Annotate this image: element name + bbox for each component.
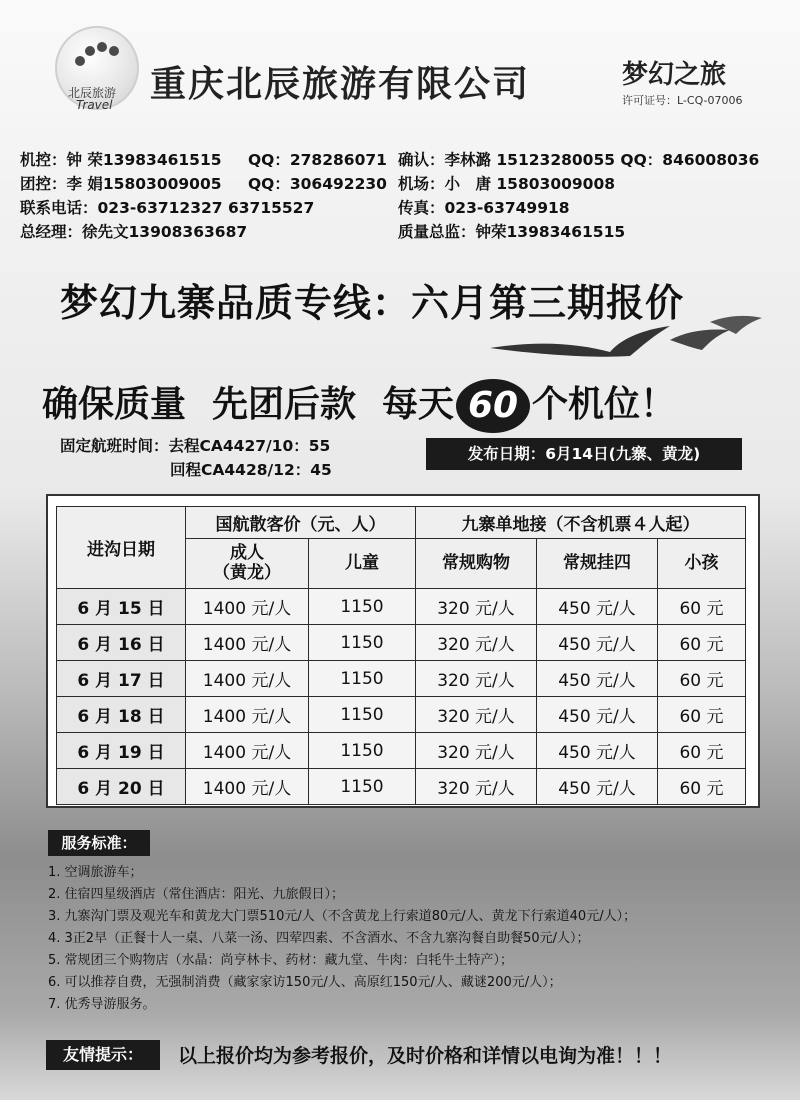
cell-adult: 1400 元/人 <box>186 625 309 661</box>
table-row <box>57 697 746 733</box>
contact-info <box>20 148 790 244</box>
cell-date: 6 月 19 日 <box>57 733 186 769</box>
cell-adult: 1400 元/人 <box>186 769 309 805</box>
cell-child: 1150 <box>309 733 416 769</box>
list-item: 1. 空调旅游车； <box>48 865 143 880</box>
cell-kid: 60 元 <box>658 625 746 661</box>
subtitle-payment: 先团后款 <box>212 384 357 425</box>
table-row <box>57 769 746 805</box>
contact-left: 团控：李 娟15803009005 <box>20 175 222 193</box>
cell-shop: 320 元/人 <box>416 769 537 805</box>
header-child: 儿童 <box>309 539 416 589</box>
cell-kid: 60 元 <box>658 769 746 805</box>
flight-times <box>60 434 332 479</box>
service-standards-label: 服务标准： <box>48 830 150 856</box>
slogan: 梦幻之旅 <box>622 60 727 90</box>
flight-outbound: 固定航班时间：去程CA4427/10：55 <box>60 437 331 455</box>
cell-four: 450 元/人 <box>537 625 658 661</box>
contact-right: 机场：小 唐 15803009008 <box>398 175 616 193</box>
contact-left: 机控：钟 荣13983461515 <box>20 151 222 169</box>
logo-dots-icon <box>75 40 119 70</box>
list-item: 4. 3正2早（正餐十人一桌、八菜一汤、四荤四素、不含酒水、不含九寨沟餐自助餐50元/人）； <box>48 931 590 946</box>
table-row <box>57 733 746 769</box>
cell-child: 1150 <box>309 697 416 733</box>
cell-adult: 1400 元/人 <box>186 733 309 769</box>
table-row <box>57 661 746 697</box>
seat-count-badge: 60 <box>456 379 530 433</box>
header-regular-four: 常规挂四 <box>537 539 658 589</box>
header-adult <box>186 539 309 589</box>
flight-return: 回程CA4428/12：45 <box>170 461 332 479</box>
cell-shop: 320 元/人 <box>416 625 537 661</box>
cell-child: 1150 <box>309 769 416 805</box>
cell-date: 6 月 20 日 <box>57 769 186 805</box>
cell-adult: 1400 元/人 <box>186 589 309 625</box>
contact-left: 联系电话：023-63712327 63715527 <box>20 199 315 217</box>
contact-row <box>20 196 790 220</box>
header-regular-shop: 常规购物 <box>416 539 537 589</box>
flying-birds-icon <box>470 300 770 370</box>
cell-kid: 60 元 <box>658 661 746 697</box>
cell-child: 1150 <box>309 625 416 661</box>
cell-shop: 320 元/人 <box>416 661 537 697</box>
license-number: 许可证号：L-CQ-07006 <box>622 94 743 107</box>
list-item: 7. 优秀导游服务。 <box>48 997 156 1012</box>
list-item: 3. 九寨沟门票及观光车和黄龙大门票510元/人（不含黄龙上行索道80元/人、黄龙下行索道40元/人）； <box>48 909 637 924</box>
cell-four: 450 元/人 <box>537 733 658 769</box>
contact-mid: QQ：278286071 <box>248 151 387 169</box>
header-adult-line1: 成人 <box>230 542 264 563</box>
friendly-tip-label: 友情提示： <box>46 1040 160 1070</box>
contact-mid: QQ：306492230 <box>248 175 387 193</box>
contact-right: 传真：023-63749918 <box>398 199 570 217</box>
cell-shop: 320 元/人 <box>416 697 537 733</box>
cell-kid: 60 元 <box>658 697 746 733</box>
subtitle-seats: 个机位！ <box>532 384 677 425</box>
cell-kid: 60 元 <box>658 589 746 625</box>
contact-row <box>20 220 790 244</box>
cell-four: 450 元/人 <box>537 589 658 625</box>
cell-four: 450 元/人 <box>537 769 658 805</box>
contact-right: 质量总监：钟荣13983461515 <box>398 223 626 241</box>
cell-shop: 320 元/人 <box>416 733 537 769</box>
contact-right: 确认：李林潞 15123280055 QQ：846008036 <box>398 151 760 169</box>
header-kid: 小孩 <box>658 539 746 589</box>
subtitle-quality: 确保质量 <box>42 384 187 425</box>
contact-row <box>20 148 790 172</box>
subtitle-daily: 每天 <box>382 384 455 425</box>
header-local-group: 九寨单地接（不含机票４人起） <box>416 507 746 539</box>
list-item: 5. 常规团三个购物店（水晶：尚亨林卡、药材：藏九堂、牛肉：白牦牛土特产）； <box>48 953 514 968</box>
cell-date: 6 月 17 日 <box>57 661 186 697</box>
price-table <box>56 506 746 805</box>
subtitle <box>42 376 676 433</box>
cell-date: 6 月 18 日 <box>57 697 186 733</box>
logo-subtext: Travel <box>76 98 113 112</box>
header-air-group: 国航散客价（元、人） <box>186 507 416 539</box>
cell-four: 450 元/人 <box>537 697 658 733</box>
header <box>0 0 800 138</box>
list-item: 6. 可以推荐自费，无强制消费（藏家家访150元/人、高原红150元/人、藏谜200元/人）； <box>48 975 562 990</box>
price-table-panel <box>46 494 760 808</box>
cell-adult: 1400 元/人 <box>186 697 309 733</box>
cell-adult: 1400 元/人 <box>186 661 309 697</box>
list-item: 2. 住宿四星级酒店（常住酒店：阳光、九旅假日）； <box>48 887 345 902</box>
cell-child: 1150 <box>309 661 416 697</box>
contact-row <box>20 172 790 196</box>
cell-child: 1150 <box>309 589 416 625</box>
logo-text: 北辰旅游 <box>68 86 117 100</box>
cell-date: 6 月 16 日 <box>57 625 186 661</box>
friendly-tip-text: 以上报价均为参考报价，及时价格和详情以电询为准！！！ <box>178 1045 673 1067</box>
cell-date: 6 月 15 日 <box>57 589 186 625</box>
publish-date-badge: 发布日期：6月14日(九寨、黄龙) <box>426 438 742 470</box>
table-row <box>57 589 746 625</box>
cell-kid: 60 元 <box>658 733 746 769</box>
main-title: 梦幻九寨品质专线：六月第三期报价 <box>60 281 685 325</box>
company-name: 重庆北辰旅游有限公司 <box>150 64 531 105</box>
header-adult-line2: （黄龙） <box>213 562 281 583</box>
service-standards-list <box>48 862 788 1016</box>
header-date: 进沟日期 <box>57 507 186 589</box>
table-row <box>57 625 746 661</box>
cell-shop: 320 元/人 <box>416 589 537 625</box>
contact-left: 总经理：徐先文13908363687 <box>20 223 248 241</box>
cell-four: 450 元/人 <box>537 661 658 697</box>
